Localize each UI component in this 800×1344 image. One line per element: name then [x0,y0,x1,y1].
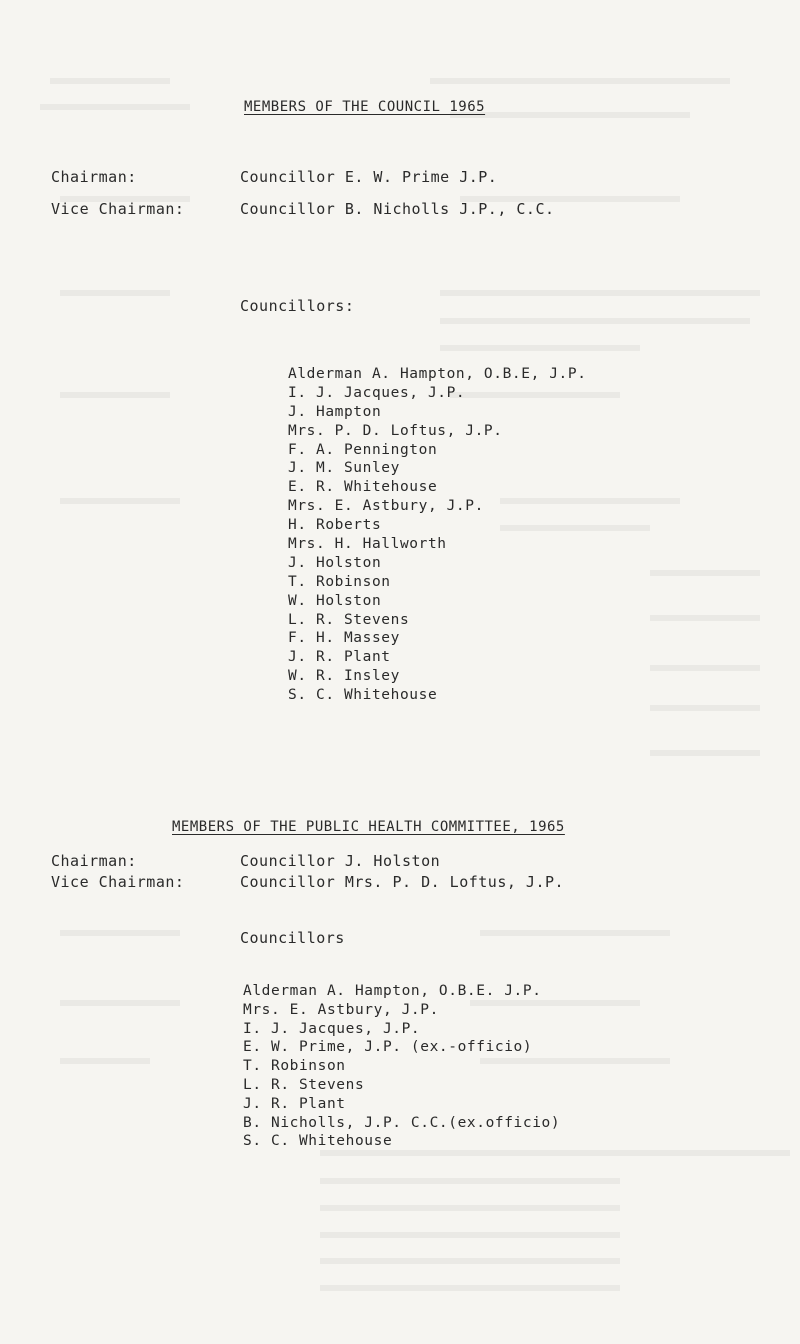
council-member: Mrs. H. Hallworth [288,536,447,553]
committee-member: J. R. Plant [243,1095,346,1112]
council-member: L. R. Stevens [288,611,410,628]
committee-member: E. W. Prime, J.P. (ex.-officio) [243,1039,533,1056]
committee-member: Alderman A. Hampton, O.B.E. J.P. [243,983,542,999]
committee-member: L. R. Stevens [243,1076,365,1093]
council-member: J. Hampton [288,403,382,420]
council-members-list [288,365,587,705]
committee-councillors-heading: Councillors [240,929,345,947]
committee-member: B. Nicholls, J.P. C.C.(ex.officio) [243,1114,561,1131]
council-member: Mrs. E. Astbury, J.P. [288,498,484,515]
council-member: F. H. Massey [288,630,400,647]
committee-member: Mrs. E. Astbury, J.P. [243,1001,439,1018]
council-member: J. R. Plant [288,649,391,666]
council-councillors-heading: Councillors: [240,297,355,315]
council-member: Alderman A. Hampton, O.B.E, J.P. [288,366,587,382]
council-chairman-label: Chairman: [51,168,137,186]
committee-chairman-name: Councillor J. Holston [240,852,441,870]
council-member: F. A. Pennington [288,441,438,458]
council-title: MEMBERS OF THE COUNCIL 1965 [244,99,486,115]
council-member: W. Holston [288,592,382,609]
council-member: J. M. Sunley [288,460,400,477]
council-member: S. C. Whitehouse [288,687,438,704]
council-member: E. R. Whitehouse [288,479,438,496]
council-member: W. R. Insley [288,668,400,685]
council-chairman-name: Councillor E. W. Prime J.P. [240,168,498,186]
council-member: Mrs. P. D. Loftus, J.P. [288,422,503,439]
council-member: T. Robinson [288,573,391,590]
committee-vice-chairman-name: Councillor Mrs. P. D. Loftus, J.P. [240,873,565,891]
committee-title: MEMBERS OF THE PUBLIC HEALTH COMMITTEE, 1965 [172,819,565,835]
committee-member: S. C. Whitehouse [243,1133,393,1150]
council-member: H. Roberts [288,517,382,534]
council-member: J. Holston [288,554,382,571]
committee-vice-chairman-label: Vice Chairman: [51,873,185,891]
council-member: I. J. Jacques, J.P. [288,384,466,401]
committee-member: T. Robinson [243,1058,346,1075]
committee-member: I. J. Jacques, J.P. [243,1020,421,1037]
council-vice-chairman-label: Vice Chairman: [51,200,185,218]
committee-members-list [243,982,560,1151]
committee-chairman-label: Chairman: [51,852,137,870]
council-vice-chairman-name: Councillor B. Nicholls J.P., C.C. [240,200,555,218]
